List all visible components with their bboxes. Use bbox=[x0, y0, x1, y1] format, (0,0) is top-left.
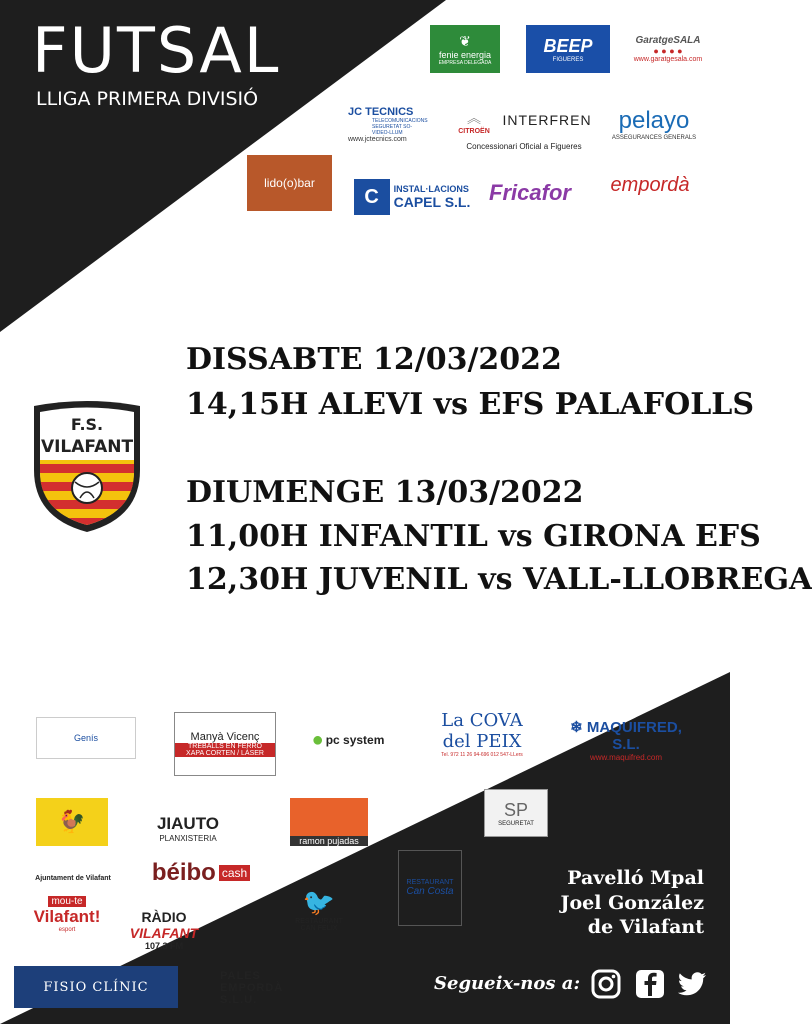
rooster-restaurant-logo bbox=[36, 798, 108, 846]
pelayo-logo: pelayo ASSEGURANCES GENERALS bbox=[611, 107, 697, 141]
manya-vicenc-logo: Manyà Vicenç TREBALLS EN FERRO XAPA CORTEN / LÀSER bbox=[174, 712, 276, 776]
woodpecker-icon: 🐦 bbox=[302, 886, 336, 917]
beep-logo: BEEP FIGUERES bbox=[526, 25, 610, 73]
emporda-logo: empordà bbox=[610, 173, 690, 196]
rooster-icon: 🐓 bbox=[58, 809, 86, 834]
instagram-icon[interactable] bbox=[590, 968, 622, 1000]
saturday-match: 14,15H ALEVI vs EFS PALAFOLLS bbox=[186, 387, 755, 422]
moute-vilafant-logo: mou-te Vilafant! esport bbox=[33, 895, 101, 933]
venue-line-3: de Vilafant bbox=[587, 916, 704, 939]
fenie-leaf-icon: ❦ bbox=[459, 32, 471, 49]
club-badge bbox=[30, 400, 144, 536]
citroen-logo: ︽ CITROËN bbox=[458, 109, 490, 135]
snowflake-icon: ❄ bbox=[570, 719, 583, 736]
saturday-date: DISSABTE 12/03/2022 bbox=[186, 342, 562, 377]
pales-emporda-logo: PALES EMPORDÀ S.L.U. bbox=[220, 970, 284, 1006]
sp-seguretat-logo: SP SEGURETAT bbox=[484, 789, 548, 837]
venue-line-2: Joel González bbox=[560, 891, 704, 914]
twitter-icon[interactable] bbox=[676, 968, 708, 1000]
ajuntament-label: Ajuntament de Vilafant bbox=[35, 874, 111, 882]
capel-c-icon: C bbox=[354, 179, 390, 215]
sunday-match-1: 11,00H INFANTIL vs GIRONA EFS bbox=[186, 519, 761, 554]
venue-info bbox=[561, 866, 705, 940]
pc-system-bubble-icon: ● bbox=[311, 728, 324, 751]
capel-logo: C INSTAL·LACIONS CAPEL S.L. bbox=[352, 176, 472, 218]
ball-icon bbox=[72, 473, 102, 503]
interfren-logo: INTERFREN bbox=[502, 112, 592, 128]
car-brands-icon: ● ● ● ● bbox=[653, 46, 683, 56]
ramon-pujadas-logo: ramon pujadas bbox=[290, 798, 368, 846]
lido-bar-logo: lido(o)bar bbox=[247, 155, 332, 211]
can-felix-logo: 🐦 RESTAURANT CAN FELIX bbox=[295, 886, 343, 932]
page-title: FUTSAL bbox=[32, 14, 281, 87]
beibo-cash-logo: béibo cash bbox=[148, 854, 254, 892]
fricafor-logo: Fricafor bbox=[489, 180, 571, 205]
fisio-clinic-logo: FISIO CLÍNIC bbox=[14, 966, 178, 1008]
can-costa-logo: RESTAURANT Can Costa bbox=[398, 850, 462, 926]
interfren-tagline: Concessionari Oficial a Figueres bbox=[466, 141, 582, 151]
genis-logo: Genís bbox=[36, 717, 136, 759]
pc-system-logo: ● pc system bbox=[311, 728, 385, 751]
maquifred-logo: ❄ MAQUIFRED, S.L. www.maquifred.com bbox=[570, 719, 682, 762]
jctecnics-logo: JC TECNICS TELECOMUNICACIONS SEGURETAT SO-VIDEO-LLUM www.jctecnics.com bbox=[348, 105, 428, 143]
radio-vilafant-logo: RÀDIO VILAFANT 107.3 FM bbox=[129, 909, 199, 951]
page-subtitle: LLIGA PRIMERA DIVISIÓ bbox=[36, 88, 259, 110]
venue-line-1: Pavelló Mpal bbox=[567, 867, 704, 889]
follow-us-label: Segueix-nos a: bbox=[434, 973, 581, 994]
jiauto-logo: JIAUTO PLANXISTERIA bbox=[156, 813, 220, 843]
club-name-line2: VILAFANT bbox=[40, 437, 134, 457]
la-cova-del-peix-logo: La COVA del PEIX Tel. 972 11 26 94-696 012 547-LLers bbox=[441, 710, 523, 758]
garatge-sala-logo: GaratgeSALA ● ● ● ● www.garatgesala.com bbox=[633, 35, 703, 63]
citroen-chevron-icon: ︽ bbox=[467, 109, 481, 126]
sunday-date: DIUMENGE 13/03/2022 bbox=[186, 475, 584, 510]
sunday-match-2: 12,30H JUVENIL vs VALL-LLOBREGA bbox=[186, 562, 812, 597]
facebook-icon[interactable] bbox=[634, 968, 666, 1000]
club-name-line1: F.S. bbox=[70, 415, 104, 434]
fenie-logo: ❦ fenie energia EMPRESA DELEGADA bbox=[430, 25, 500, 73]
